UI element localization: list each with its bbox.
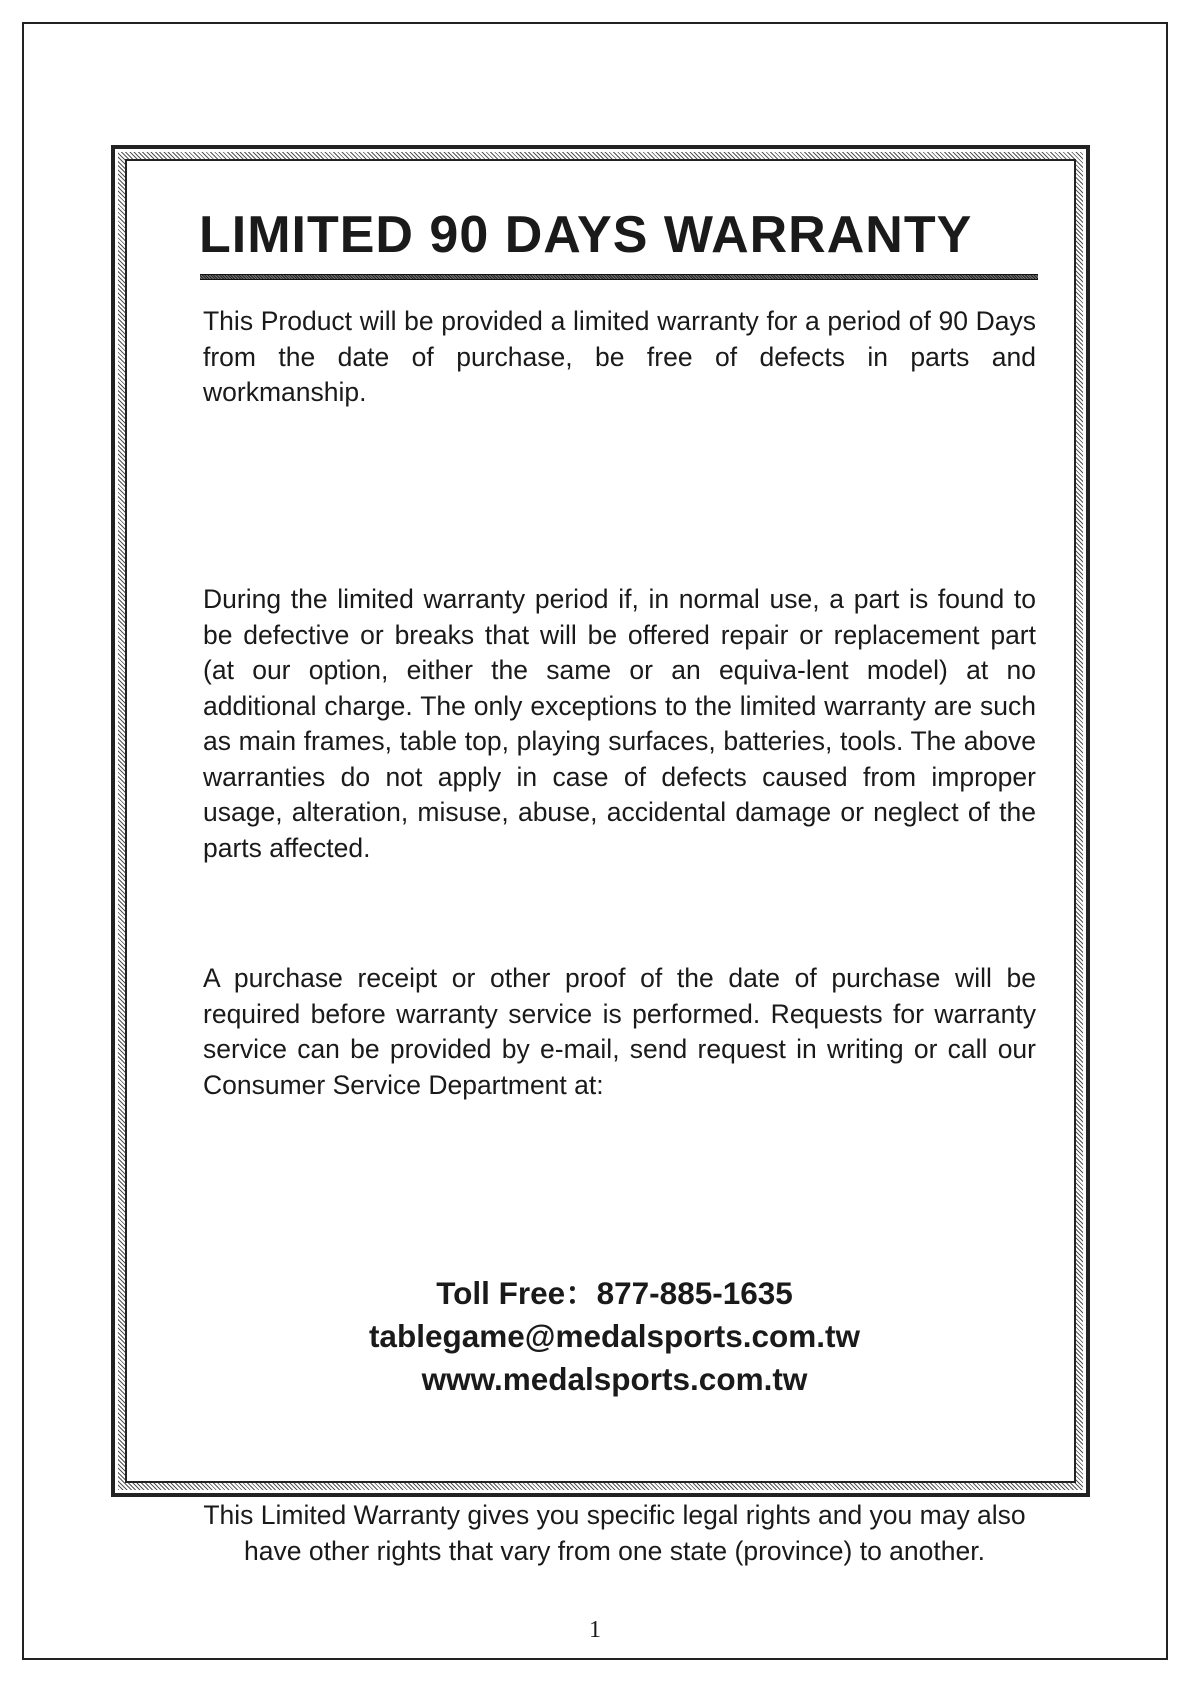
contact-email: tablegame@medalsports.com.tw	[368, 1318, 861, 1354]
warranty-content	[125, 159, 1076, 1566]
title-underline	[200, 274, 1038, 280]
legal-rights-note: This Limited Warranty gives you specific legal rights and you may also have other rights that vary from one state (province) to another.	[203, 1500, 1026, 1566]
warranty-period-paragraph: This Product will be provided a limited warranty for a period of 90 Days from the date of purchase, be free of defects in parts and workmanship.	[203, 306, 1036, 407]
warranty-title: LIMITED 90 DAYS WARRANTY	[199, 206, 973, 264]
page-number: 1	[589, 1617, 601, 1643]
warranty-service-paragraph: A purchase receipt or other proof of the date of purchase will be required before warranty service is performed. Requests for warranty service can be provided by e-mail, send request in writing or call our Consumer Service Department at:	[203, 963, 1036, 1100]
toll-free-phone: Toll Free：877-885-1635	[436, 1275, 793, 1311]
warranty-box	[111, 145, 1090, 1566]
contact-website: www.medalsports.com.tw	[421, 1361, 808, 1397]
warranty-coverage-paragraph: During the limited warranty period if, in normal use, a part is found to be defective or breaks that will be offered repair or replacement part (at our option, either the same or an equiva-lent model) at no additional charge. The only exceptions to the limited warranty are such as main frames, table top, playing surfaces, batteries, tools. The above warranties do not apply in case of defects caused from improper usage, alteration, misuse, abuse, accidental damage or neglect of the parts affected.	[203, 584, 1036, 863]
